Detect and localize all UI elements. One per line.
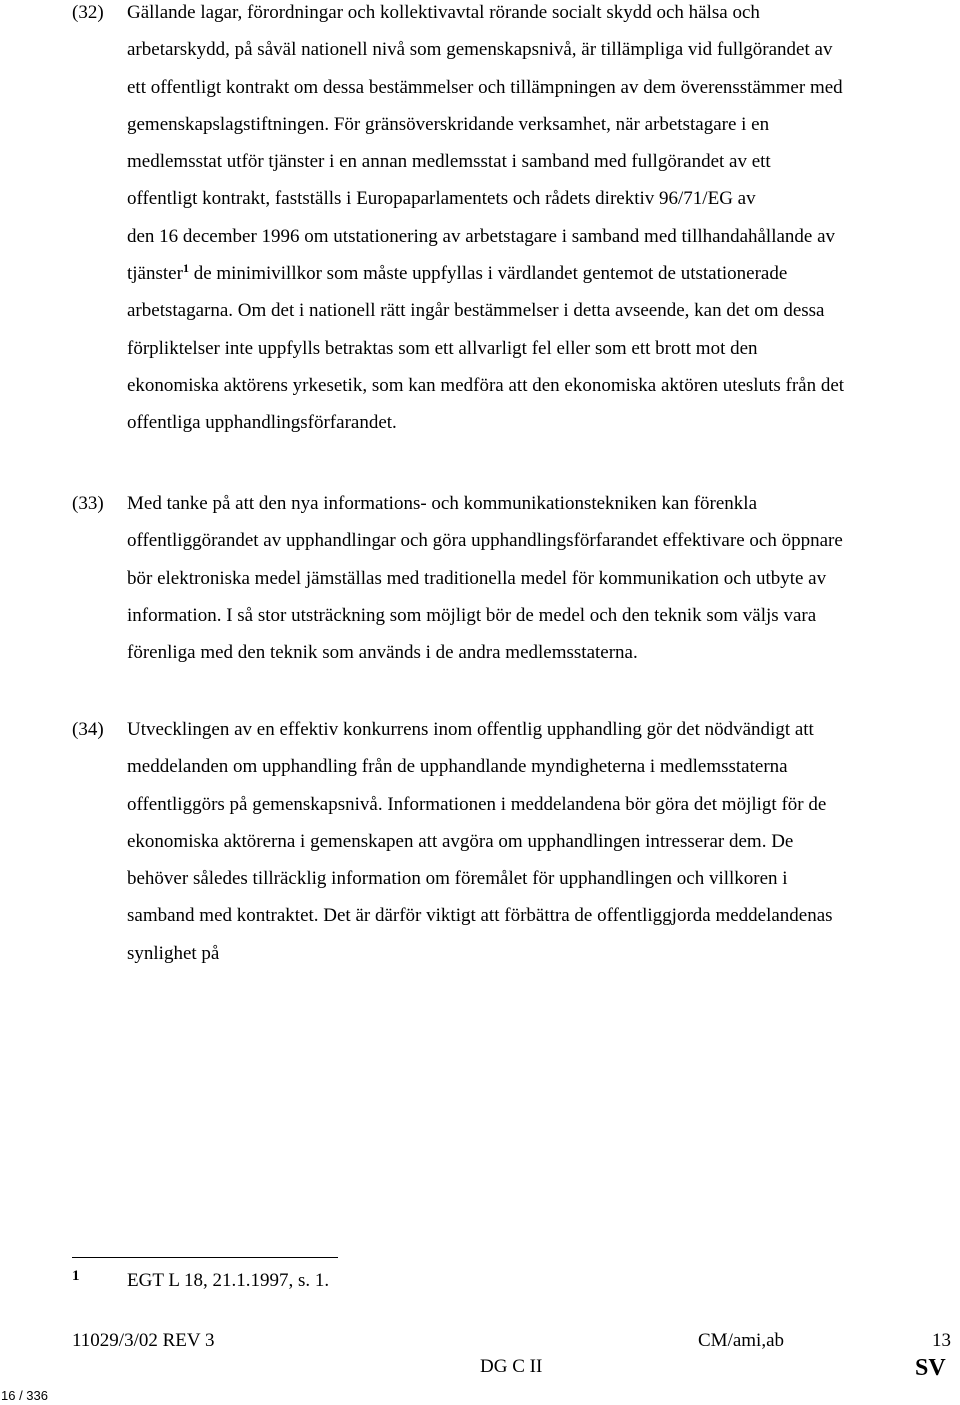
footnote-number: 1: [72, 1268, 80, 1284]
text-line: ekonomiska aktörens yrkesetik, som kan medföra att den ekonomiska aktören utesluts från det: [127, 374, 845, 396]
author-initials: CM/ami,ab: [698, 1330, 785, 1351]
paragraph-number: (33): [72, 493, 104, 514]
text-line: den 16 december 1996 om utstationering av arbetstagare i samband med tillhandahållande av: [127, 225, 836, 247]
text-line: Utvecklingen av en effektiv konkurrens inom offentlig upphandling gör det nödvändigt att: [127, 719, 814, 740]
footnote-separator: [72, 1257, 338, 1258]
footnote-text: EGT L 18, 21.1.1997, s. 1.: [127, 1270, 330, 1291]
text-line: gemenskapslagstiftningen. För gränsöverskridande verksamhet, när arbetstagare i en: [127, 113, 770, 135]
text-line: synlighet på: [127, 942, 220, 964]
text-fragment: tjänster: [127, 263, 183, 285]
paragraph-number: (34): [72, 719, 104, 740]
text-line: förpliktelser inte uppfylls betraktas som ett allvarligt fel eller som ett brott mot den: [127, 337, 758, 359]
text-line: Gällande lagar, förordningar och kollektivavtal rörande socialt skydd och hälsa och: [127, 2, 760, 23]
text-line: arbetstagarna. Om det i nationell rätt ingår bestämmelser i detta avseende, kan det om dessa: [127, 300, 825, 322]
text-line-with-footnote: [127, 255, 955, 292]
paragraph-number: (32): [72, 2, 104, 23]
page-index-indicator: 16 / 336: [1, 1388, 48, 1403]
footnote-reference[interactable]: 1: [182, 261, 189, 276]
text-line: förenliga med den teknik som används i de andra medlemsstaterna.: [127, 642, 638, 664]
text-line: behöver således tillräcklig information om föremålet för upphandlingen och villkoren i: [127, 868, 788, 890]
document-reference: 11029/3/02 REV 3: [72, 1330, 215, 1351]
text-fragment: de minimivillkor som måste uppfyllas i värdlandet gentemot de utstationerade: [188, 263, 788, 285]
paragraph-text: [127, 711, 955, 972]
page-number: 13: [932, 1330, 951, 1351]
text-line: ekonomiska aktörerna i gemenskapen att avgöra om upphandlingen intresserar dem. De: [127, 830, 794, 852]
paragraph-text: [127, 485, 955, 671]
text-line: offentliga upphandlingsförfarandet.: [127, 412, 397, 434]
text-line: offentligt kontrakt, fastställs i Europaparlamentets och rådets direktiv 96/71/EG av: [127, 188, 756, 210]
text-line: samband med kontraktet. Det är därför viktigt att förbättra de offentliggjorda meddelandenas: [127, 905, 833, 927]
text-line: ett offentligt kontrakt om dessa bestämmelser och tillämpningen av dem överensstämmer med: [127, 76, 843, 98]
language-code: SV: [915, 1355, 946, 1381]
department-label: DG C II: [480, 1356, 543, 1377]
text-line: meddelanden om upphandling från de upphandlande myndigheterna i medlemsstaterna: [127, 756, 788, 778]
text-line: medlemsstat utför tjänster i en annan medlemsstat i samband med fullgörandet av ett: [127, 151, 771, 173]
text-line: Med tanke på att den nya informations- och kommunikationstekniken kan förenkla: [127, 493, 757, 514]
text-line: information. I så stor utsträckning som möjligt bör de medel och den teknik som väljs vara: [127, 604, 817, 626]
text-line: offentliggörandet av upphandlingar och göra upphandlingsförfarandet effektivare och öppnare: [127, 530, 843, 552]
paragraph-text: [127, 0, 955, 442]
text-line: offentliggörs på gemenskapsnivå. Informationen i meddelandena bör göra det möjligt för de: [127, 793, 827, 815]
text-line: bör elektroniska medel jämställas med traditionella medel för kommunikation och utbyte av: [127, 567, 827, 589]
text-line: arbetarskydd, på såväl nationell nivå som gemenskapsnivå, är tillämpliga vid fullgörandet av: [127, 39, 833, 61]
